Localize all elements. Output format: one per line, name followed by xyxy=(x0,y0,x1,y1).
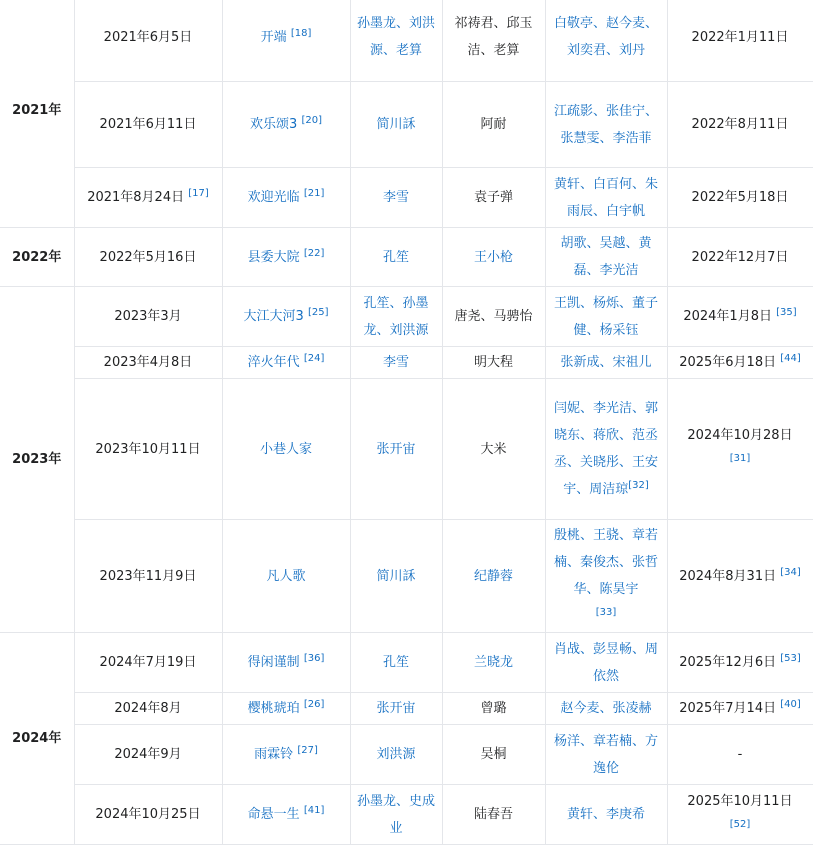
title-link[interactable]: 得闲谨制 xyxy=(247,655,300,670)
director-cell xyxy=(350,725,442,785)
title-cell xyxy=(222,725,350,785)
writer-link[interactable]: 兰晓龙 xyxy=(473,655,513,670)
cast-link[interactable]: 黄轩、白百何、朱雨辰、白宇帆 xyxy=(553,176,658,219)
director-cell xyxy=(350,82,442,168)
ref-link[interactable]: [52] xyxy=(729,818,751,830)
director-link[interactable]: 简川訸 xyxy=(376,568,416,584)
writer-cell xyxy=(442,379,545,520)
cast-cell xyxy=(545,168,667,228)
year-cell: 2022年 xyxy=(0,228,74,287)
date-text: 2024年9月 xyxy=(114,747,182,762)
date-text: 2024年10月25日 xyxy=(95,807,201,822)
director-link[interactable]: 简川訸 xyxy=(376,117,416,132)
ref xyxy=(297,745,318,756)
ref xyxy=(628,480,649,491)
ref xyxy=(188,188,209,199)
air-date-cell xyxy=(667,379,813,520)
cast-link[interactable]: 殷桃、王骁、章若楠、秦俊杰、张哲华、陈昊宇 xyxy=(553,528,658,597)
year-cell: 2024年 xyxy=(0,633,74,845)
air-date-cell xyxy=(667,287,813,347)
ref-link[interactable]: [40] xyxy=(780,699,801,710)
cast-link[interactable]: 黄轩、李庚希 xyxy=(566,807,645,822)
ref xyxy=(308,307,329,318)
director-cell xyxy=(350,379,442,520)
date-text: 2023年4月8日 xyxy=(103,355,193,370)
air-date-text: 2022年5月18日 xyxy=(691,190,789,205)
table-row xyxy=(0,168,813,228)
date-cell xyxy=(74,228,222,287)
writer-text: 吴桐 xyxy=(480,747,507,762)
ref-link[interactable]: [21] xyxy=(303,188,325,199)
air-date-text: 2025年10月11日 xyxy=(687,793,793,809)
air-date-text: 2022年12月7日 xyxy=(691,249,789,265)
date-text: 2021年6月5日 xyxy=(103,29,193,45)
ref-link[interactable]: [27] xyxy=(297,745,318,756)
cast-link[interactable]: 王凯、杨烁、董子健、杨采钰 xyxy=(553,295,658,338)
director-link[interactable]: 孙墨龙、史成业 xyxy=(356,793,435,836)
ref xyxy=(776,307,797,318)
ref xyxy=(730,453,751,464)
title-cell xyxy=(222,520,350,633)
director-link[interactable]: 李雪 xyxy=(382,190,409,205)
year-cell: 2023年 xyxy=(0,287,74,633)
title-link[interactable]: 欢迎光临 xyxy=(247,190,300,205)
ref xyxy=(301,115,322,126)
director-link[interactable]: 孙墨龙、刘洪源、老算 xyxy=(356,16,435,58)
writer-cell xyxy=(442,633,545,693)
ref-link[interactable]: [31] xyxy=(729,453,751,464)
writer-cell xyxy=(442,520,545,633)
director-cell xyxy=(350,168,442,228)
air-date-cell xyxy=(667,82,813,168)
ref xyxy=(596,607,617,618)
title-cell xyxy=(222,633,350,693)
title-link[interactable]: 樱桃琥珀 xyxy=(247,701,300,716)
writer-cell xyxy=(442,228,545,287)
ref xyxy=(730,819,751,830)
writer-link[interactable]: 纪静蓉 xyxy=(473,568,513,584)
ref xyxy=(304,699,325,710)
title-cell xyxy=(222,0,350,82)
ref xyxy=(304,248,325,259)
director-link[interactable]: 张开宙 xyxy=(376,701,416,716)
writer-cell xyxy=(442,287,545,347)
air-date-text: 2024年1月8日 xyxy=(683,309,772,324)
year-cell: 2021年 xyxy=(0,0,74,228)
writer-cell xyxy=(442,693,545,725)
director-link[interactable]: 刘洪源 xyxy=(376,747,416,762)
date-text: 2023年3月 xyxy=(114,309,182,324)
air-date-text: 2024年10月28日 xyxy=(687,428,793,443)
table-row xyxy=(0,693,813,725)
ref xyxy=(780,653,801,664)
writer-text: 唐尧、马骋怡 xyxy=(454,309,533,324)
ref xyxy=(304,805,325,816)
writer-text: 阿耐 xyxy=(480,117,507,132)
date-cell xyxy=(74,82,222,168)
ref xyxy=(304,353,325,364)
date-cell xyxy=(74,168,222,228)
title-cell xyxy=(222,379,350,520)
date-cell xyxy=(74,287,222,347)
date-text: 2022年5月16日 xyxy=(99,249,197,265)
date-text: 2021年8月24日 xyxy=(87,190,185,205)
ref-link[interactable]: [22] xyxy=(303,247,325,259)
cast-cell xyxy=(545,347,667,379)
ref-link[interactable]: [53] xyxy=(780,653,801,664)
air-date-text: 2024年8月31日 xyxy=(679,568,777,584)
director-cell xyxy=(350,633,442,693)
date-text: 2024年7月19日 xyxy=(99,655,197,670)
writer-cell xyxy=(442,0,545,82)
ref-link[interactable]: [25] xyxy=(307,307,329,318)
ref-link[interactable]: [35] xyxy=(776,307,797,318)
cast-cell xyxy=(545,693,667,725)
cast-cell xyxy=(545,725,667,785)
air-date-cell xyxy=(667,693,813,725)
air-date-text: 2025年12月6日 xyxy=(679,655,777,670)
cast-link[interactable]: 杨洋、章若楠、方逸伦 xyxy=(553,733,658,776)
title-link[interactable]: 小巷人家 xyxy=(259,441,312,457)
table-row xyxy=(0,633,813,693)
title-link[interactable]: 凡人歌 xyxy=(266,568,306,584)
title-link[interactable]: 雨霖铃 xyxy=(254,747,294,762)
ref xyxy=(780,353,801,364)
date-cell xyxy=(74,633,222,693)
air-date-cell xyxy=(667,520,813,633)
ref xyxy=(291,28,312,39)
title-link[interactable]: 开端 xyxy=(260,29,287,45)
air-date-cell xyxy=(667,633,813,693)
writer-text: 祁祷君、邱玉洁、老算 xyxy=(454,16,533,58)
date-text: 2021年6月11日 xyxy=(99,117,197,132)
ref xyxy=(780,699,801,710)
air-date-cell xyxy=(667,168,813,228)
writer-text: 曾璐 xyxy=(480,701,507,716)
cast-cell xyxy=(545,379,667,520)
ref xyxy=(304,188,325,199)
ref-link[interactable]: [33] xyxy=(595,607,617,618)
cast-cell xyxy=(545,633,667,693)
ref-link[interactable]: [36] xyxy=(303,653,325,664)
director-link[interactable]: 孔笙 xyxy=(382,655,409,670)
title-link[interactable]: 县委大院 xyxy=(247,249,300,265)
title-link[interactable]: 淬火年代 xyxy=(247,355,300,370)
ref-link[interactable]: [20] xyxy=(301,115,322,126)
date-text: 2023年10月11日 xyxy=(95,441,201,457)
title-cell xyxy=(222,693,350,725)
cast-link[interactable]: 白敬亭、赵今麦、刘奕君、刘丹 xyxy=(553,16,658,58)
table-row xyxy=(0,347,813,379)
title-link[interactable]: 大江大河3 xyxy=(243,309,304,324)
date-text: 2024年8月 xyxy=(114,701,182,716)
writer-cell xyxy=(442,347,545,379)
table-row xyxy=(0,520,813,633)
date-cell xyxy=(74,347,222,379)
air-date-text: 2025年7月14日 xyxy=(679,701,777,716)
director-link[interactable]: 李雪 xyxy=(382,355,409,370)
director-link[interactable]: 张开宙 xyxy=(376,441,416,457)
air-date-cell xyxy=(667,0,813,82)
writer-text: 大米 xyxy=(480,441,507,457)
title-cell xyxy=(222,82,350,168)
writer-cell xyxy=(442,168,545,228)
cast-link[interactable]: 胡歌、吴越、黄磊、李光洁 xyxy=(560,236,652,278)
writer-text: 陆春吾 xyxy=(473,807,513,822)
title-cell xyxy=(222,228,350,287)
air-date-cell xyxy=(667,228,813,287)
date-text: 2023年11月9日 xyxy=(99,568,197,584)
ref-link[interactable]: [41] xyxy=(303,805,325,816)
ref-link[interactable]: [17] xyxy=(188,188,209,199)
cast-link[interactable]: 闫妮、李光洁、郭晓东、蒋欣、范丞丞、关晓彤、王安宇、周洁琼 xyxy=(553,401,658,497)
title-link[interactable]: 命悬一生 xyxy=(247,807,300,822)
ref-link[interactable]: [44] xyxy=(780,353,801,364)
air-date-text: - xyxy=(737,747,743,762)
director-cell xyxy=(350,0,442,82)
director-cell xyxy=(350,347,442,379)
cast-cell xyxy=(545,287,667,347)
director-cell xyxy=(350,693,442,725)
cast-cell xyxy=(545,82,667,168)
table-row xyxy=(0,0,813,82)
writer-cell xyxy=(442,725,545,785)
date-cell xyxy=(74,379,222,520)
writer-text: 明大程 xyxy=(473,355,513,370)
cast-cell xyxy=(545,520,667,633)
table-row xyxy=(0,287,813,347)
ref xyxy=(780,567,801,578)
director-cell xyxy=(350,287,442,347)
air-date-text: 2025年6月18日 xyxy=(679,355,777,370)
writer-link[interactable]: 王小枪 xyxy=(473,249,513,265)
date-cell xyxy=(74,0,222,82)
cast-cell xyxy=(545,0,667,82)
writer-text: 袁子弹 xyxy=(473,190,513,205)
cast-link[interactable]: 肖战、彭昱畅、周依然 xyxy=(553,641,658,684)
table-row xyxy=(0,725,813,785)
title-cell xyxy=(222,168,350,228)
air-date-text: 2022年8月11日 xyxy=(691,117,789,132)
writer-cell xyxy=(442,82,545,168)
cast-cell xyxy=(545,228,667,287)
cast-link[interactable]: 张新成、宋祖儿 xyxy=(560,355,652,370)
ref-link[interactable]: [32] xyxy=(628,480,649,491)
director-link[interactable]: 孔笙、孙墨龙、刘洪源 xyxy=(363,295,429,338)
director-link[interactable]: 孔笙 xyxy=(382,249,409,265)
ref-link[interactable]: [18] xyxy=(290,27,312,39)
table-row xyxy=(0,228,813,287)
cast-link[interactable]: 江疏影、张佳宁、张慧雯、李浩菲 xyxy=(553,103,658,146)
table-row xyxy=(0,82,813,168)
date-cell xyxy=(74,520,222,633)
table-row xyxy=(0,379,813,520)
ref-link[interactable]: [34] xyxy=(780,566,801,578)
air-date-cell xyxy=(667,725,813,785)
date-cell xyxy=(74,693,222,725)
air-date-text: 2022年1月11日 xyxy=(691,29,789,45)
title-cell xyxy=(222,347,350,379)
title-cell xyxy=(222,287,350,347)
air-date-cell xyxy=(667,347,813,379)
director-cell xyxy=(350,520,442,633)
director-cell xyxy=(350,228,442,287)
title-link[interactable]: 欢乐颂3 xyxy=(250,117,298,132)
ref-link[interactable]: [26] xyxy=(303,699,325,710)
date-cell xyxy=(74,725,222,785)
cast-link[interactable]: 赵今麦、张凌赫 xyxy=(560,701,652,716)
ref xyxy=(304,653,325,664)
ref-link[interactable]: [24] xyxy=(303,353,325,364)
